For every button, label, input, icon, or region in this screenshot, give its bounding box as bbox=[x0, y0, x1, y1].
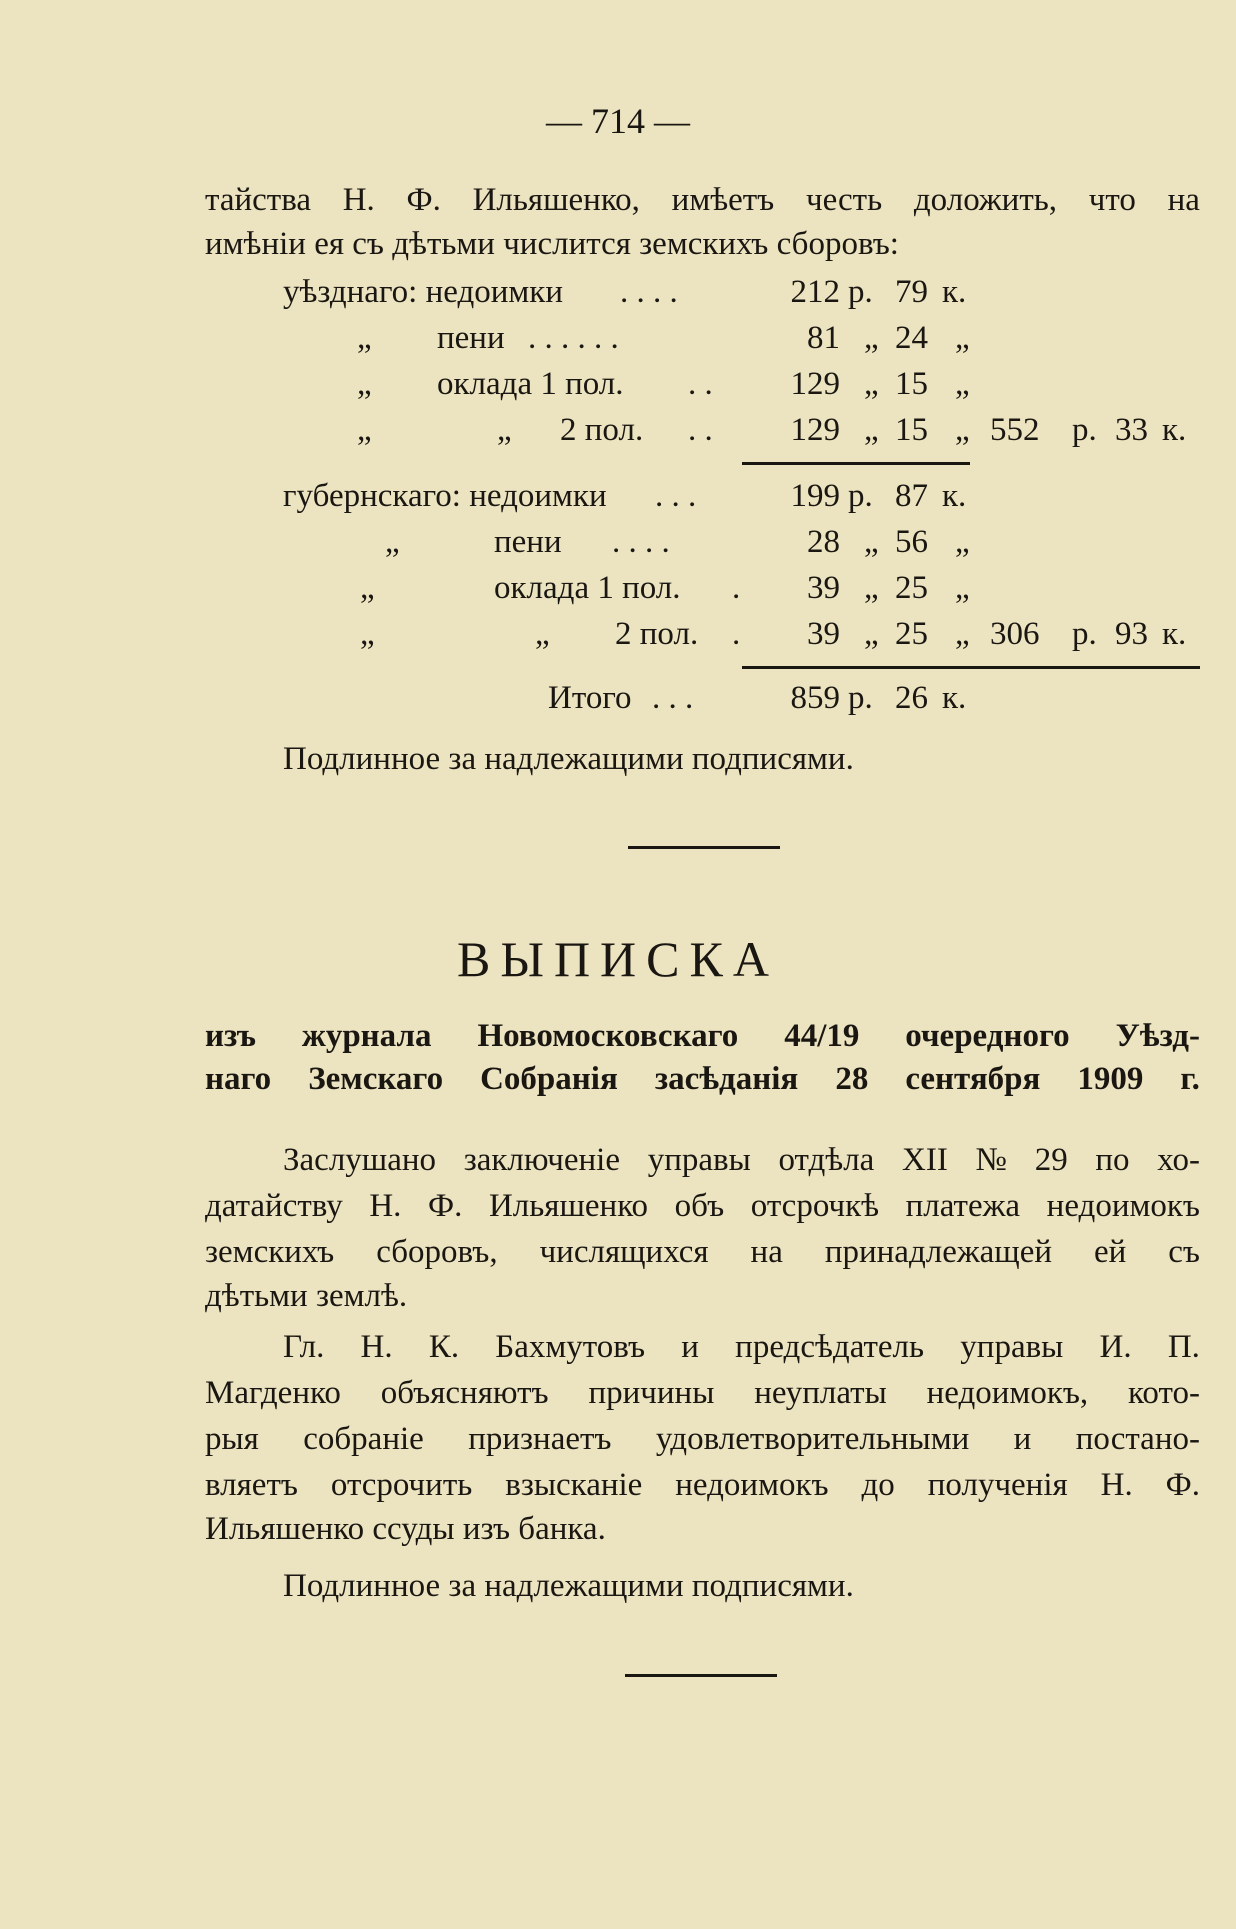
uezd-row-4-kop: 15 bbox=[895, 412, 928, 448]
uezd-row-1-kop: 79 bbox=[895, 274, 928, 310]
signature-note-1: Подлинное за надлежащими подписями. bbox=[283, 741, 854, 777]
word: доложить, bbox=[913, 182, 1058, 218]
uezd-total-kop-unit: к. bbox=[1162, 412, 1187, 448]
subheading-line-2 bbox=[205, 1063, 1200, 1096]
uezd-row-4-prefix2: „ bbox=[497, 412, 512, 448]
word: Ильяшенко bbox=[488, 1188, 649, 1224]
word: отсрочить bbox=[330, 1467, 473, 1503]
gub-row-1-label: губернскаго: недоимки bbox=[283, 478, 607, 514]
word: ей bbox=[1094, 1234, 1127, 1270]
gub-row-4-dots: . bbox=[732, 616, 741, 652]
gub-row-3-label: оклада 1 пол. bbox=[494, 570, 681, 606]
uezd-total-rub-unit: р. bbox=[1072, 412, 1097, 448]
word: объясняютъ bbox=[380, 1375, 549, 1411]
section-divider-2 bbox=[625, 1674, 777, 1677]
para1-line-4: дѣтьми землѣ. bbox=[205, 1278, 408, 1314]
uezd-total-kop: 33 bbox=[1115, 412, 1148, 448]
word: г. bbox=[1180, 1061, 1200, 1097]
word: отдѣла bbox=[778, 1142, 875, 1178]
word: К. bbox=[428, 1329, 460, 1365]
word: принадлежащей bbox=[824, 1234, 1053, 1270]
uezd-row-3-rub: 129 bbox=[790, 366, 840, 402]
word: датайству bbox=[205, 1188, 343, 1224]
word: недоимокъ bbox=[1046, 1188, 1200, 1224]
word: сентября bbox=[905, 1061, 1041, 1097]
word: честь bbox=[805, 182, 883, 218]
word: наго bbox=[205, 1061, 272, 1097]
uezd-row-1-rub-unit: р. bbox=[848, 274, 873, 310]
gub-row-3-rub-unit: „ bbox=[864, 570, 879, 606]
gub-row-2-kop-unit: „ bbox=[955, 524, 970, 560]
intro-line-2: имѣніи ея съ дѣтьми числится земскихъ сборовъ: bbox=[205, 226, 899, 262]
word: съ bbox=[1168, 1234, 1200, 1270]
page-number: — 714 — bbox=[546, 101, 690, 141]
word: что bbox=[1088, 182, 1136, 218]
uezd-row-2-dots: . . . . . . bbox=[528, 320, 619, 356]
uezd-row-3-kop: 15 bbox=[895, 366, 928, 402]
para1-line-2 bbox=[205, 1188, 1200, 1225]
para2-line-5: Ильяшенко ссуды изъ банка. bbox=[205, 1511, 606, 1547]
uezd-row-3-rub-unit: „ bbox=[864, 366, 879, 402]
grand-sum-rule bbox=[742, 666, 1200, 669]
word: 29 bbox=[1034, 1142, 1068, 1178]
word: тайства bbox=[205, 182, 311, 218]
word: и bbox=[1013, 1421, 1032, 1457]
gub-total-kop: 93 bbox=[1115, 616, 1148, 652]
uezd-total-rub: 552 bbox=[990, 412, 1040, 448]
word: Н. bbox=[1100, 1467, 1133, 1503]
uezd-row-1-dots: . . . . bbox=[620, 274, 678, 310]
gub-row-1-dots: . . . bbox=[655, 478, 697, 514]
uezd-row-2-rub-unit: „ bbox=[864, 320, 879, 356]
grand-total-label: Итого bbox=[548, 680, 632, 716]
gub-total-rub: 306 bbox=[990, 616, 1040, 652]
word: Собранія bbox=[480, 1061, 618, 1097]
grand-total-rub-unit: р. bbox=[848, 680, 873, 716]
word: имѣетъ bbox=[671, 182, 775, 218]
uezd-row-1-rub: 212 bbox=[790, 274, 840, 310]
word: сборовъ, bbox=[376, 1234, 498, 1270]
para2-line-2 bbox=[205, 1375, 1200, 1412]
uezd-row-4-rub: 129 bbox=[790, 412, 840, 448]
word: изъ bbox=[205, 1018, 256, 1054]
gub-row-2-dots: . . . . bbox=[612, 524, 670, 560]
word: Магденко bbox=[205, 1375, 341, 1411]
uezd-row-2-rub: 81 bbox=[807, 320, 840, 356]
gub-row-4-label: 2 пол. bbox=[615, 616, 699, 652]
word: Ф. bbox=[406, 182, 441, 218]
word: хо- bbox=[1157, 1142, 1200, 1178]
word: Заслушано bbox=[283, 1142, 437, 1178]
uezd-row-4-rub-unit: „ bbox=[864, 412, 879, 448]
word: на bbox=[750, 1234, 783, 1270]
signature-note-2: Подлинное за надлежащими подписями. bbox=[283, 1568, 854, 1604]
word: отсрочкѣ bbox=[750, 1188, 880, 1224]
gub-row-4-kop-unit: „ bbox=[955, 616, 970, 652]
word: взысканіе bbox=[505, 1467, 643, 1503]
gub-row-1-kop-unit: к. bbox=[942, 478, 967, 514]
uezd-row-4-kop-unit: „ bbox=[955, 412, 970, 448]
word: кото- bbox=[1128, 1375, 1200, 1411]
word: полученія bbox=[927, 1467, 1068, 1503]
word: И. bbox=[1099, 1329, 1132, 1365]
intro-line-1 bbox=[205, 182, 1200, 219]
para2-line-4 bbox=[205, 1467, 1200, 1504]
word: недоимокъ, bbox=[926, 1375, 1089, 1411]
word: № bbox=[975, 1142, 1008, 1178]
word: Гл. bbox=[283, 1329, 325, 1365]
word: 44/19 bbox=[784, 1018, 860, 1054]
word: Бахмутовъ bbox=[495, 1329, 646, 1365]
gub-row-1-kop: 87 bbox=[895, 478, 928, 514]
word: земскихъ bbox=[205, 1234, 335, 1270]
gub-row-3-rub: 39 bbox=[807, 570, 840, 606]
word: заключеніе bbox=[463, 1142, 621, 1178]
gub-row-2-rub: 28 bbox=[807, 524, 840, 560]
uezd-row-2-prefix: „ bbox=[357, 320, 372, 356]
uezd-row-1-kop-unit: к. bbox=[942, 274, 967, 310]
word: платежа bbox=[905, 1188, 1021, 1224]
word: управы bbox=[960, 1329, 1064, 1365]
para1-line-3 bbox=[205, 1234, 1200, 1271]
grand-total-kop-unit: к. bbox=[942, 680, 967, 716]
gub-row-4-kop: 25 bbox=[895, 616, 928, 652]
gub-row-1-rub: 199 bbox=[790, 478, 840, 514]
gub-total-kop-unit: к. bbox=[1162, 616, 1187, 652]
word: предсѣдатель bbox=[735, 1329, 925, 1365]
gub-row-2-label: пени bbox=[494, 524, 562, 560]
gub-row-2-rub-unit: „ bbox=[864, 524, 879, 560]
word: журнала bbox=[301, 1018, 432, 1054]
uezd-row-3-dots: . . bbox=[688, 366, 713, 402]
word: Уѣзд- bbox=[1115, 1018, 1200, 1054]
gub-row-3-kop: 25 bbox=[895, 570, 928, 606]
heading-vypiska: ВЫПИСКА bbox=[457, 931, 779, 987]
word: недоимокъ bbox=[675, 1467, 829, 1503]
uezd-row-2-label: пени bbox=[437, 320, 505, 356]
word: числящихся bbox=[539, 1234, 709, 1270]
word: П. bbox=[1167, 1329, 1200, 1365]
para2-line-1 bbox=[283, 1329, 1200, 1366]
gub-row-2-kop: 56 bbox=[895, 524, 928, 560]
gub-row-4-prefix: „ bbox=[360, 616, 375, 652]
uezd-row-1-label: уѣзднаго: недоимки bbox=[283, 274, 563, 310]
uezd-row-2-kop: 24 bbox=[895, 320, 928, 356]
gub-row-3-dots: . bbox=[732, 570, 741, 606]
word: Н. bbox=[360, 1329, 393, 1365]
uezd-row-3-kop-unit: „ bbox=[955, 366, 970, 402]
word: причины bbox=[588, 1375, 715, 1411]
word: Ф. bbox=[1165, 1467, 1200, 1503]
gub-total-rub-unit: р. bbox=[1072, 616, 1097, 652]
word: и bbox=[681, 1329, 699, 1365]
uezd-row-3-prefix: „ bbox=[357, 366, 372, 402]
para1-line-1 bbox=[283, 1142, 1200, 1179]
uezd-row-2-kop-unit: „ bbox=[955, 320, 970, 356]
word: неуплаты bbox=[754, 1375, 887, 1411]
word: засѣданія bbox=[654, 1061, 799, 1097]
gub-row-2-prefix: „ bbox=[385, 524, 400, 560]
gub-row-1-rub-unit: р. bbox=[848, 478, 873, 514]
section-divider-1 bbox=[628, 846, 780, 849]
word: собраніе bbox=[303, 1421, 424, 1457]
word: очередного bbox=[905, 1018, 1070, 1054]
word: Н. bbox=[342, 182, 375, 218]
grand-total-dots: . . . bbox=[652, 680, 694, 716]
gub-row-4-prefix2: „ bbox=[535, 616, 550, 652]
word: по bbox=[1095, 1142, 1130, 1178]
uezd-row-4-prefix: „ bbox=[357, 412, 372, 448]
word: признаетъ bbox=[468, 1421, 612, 1457]
uezd-row-4-label: 2 пол. bbox=[560, 412, 644, 448]
word: Н. bbox=[369, 1188, 402, 1224]
word: до bbox=[861, 1467, 895, 1503]
word: управы bbox=[647, 1142, 751, 1178]
word: рыя bbox=[205, 1421, 259, 1457]
word: 28 bbox=[835, 1061, 869, 1097]
word: удовлетворительными bbox=[655, 1421, 970, 1457]
word: Новомосковскаго bbox=[477, 1018, 739, 1054]
grand-total-rub: 859 bbox=[790, 680, 840, 716]
grand-total-kop: 26 bbox=[895, 680, 928, 716]
uezd-row-3-label: оклада 1 пол. bbox=[437, 366, 624, 402]
gub-row-3-prefix: „ bbox=[360, 570, 375, 606]
gub-row-3-kop-unit: „ bbox=[955, 570, 970, 606]
word: Ф. bbox=[428, 1188, 463, 1224]
gub-row-4-rub-unit: „ bbox=[864, 616, 879, 652]
word: вляетъ bbox=[205, 1467, 298, 1503]
word: Ильяшенко, bbox=[472, 182, 640, 218]
word: 1909 bbox=[1077, 1061, 1144, 1097]
word: объ bbox=[674, 1188, 725, 1224]
subheading-line-1 bbox=[205, 1018, 1200, 1055]
word: Земскаго bbox=[308, 1061, 444, 1097]
uezd-row-4-dots: . . bbox=[688, 412, 713, 448]
gub-row-4-rub: 39 bbox=[807, 616, 840, 652]
word: постано- bbox=[1075, 1421, 1200, 1457]
word: XII bbox=[902, 1142, 948, 1178]
word: на bbox=[1167, 182, 1200, 218]
uezd-sum-rule bbox=[742, 462, 970, 465]
para2-line-3 bbox=[205, 1421, 1200, 1458]
